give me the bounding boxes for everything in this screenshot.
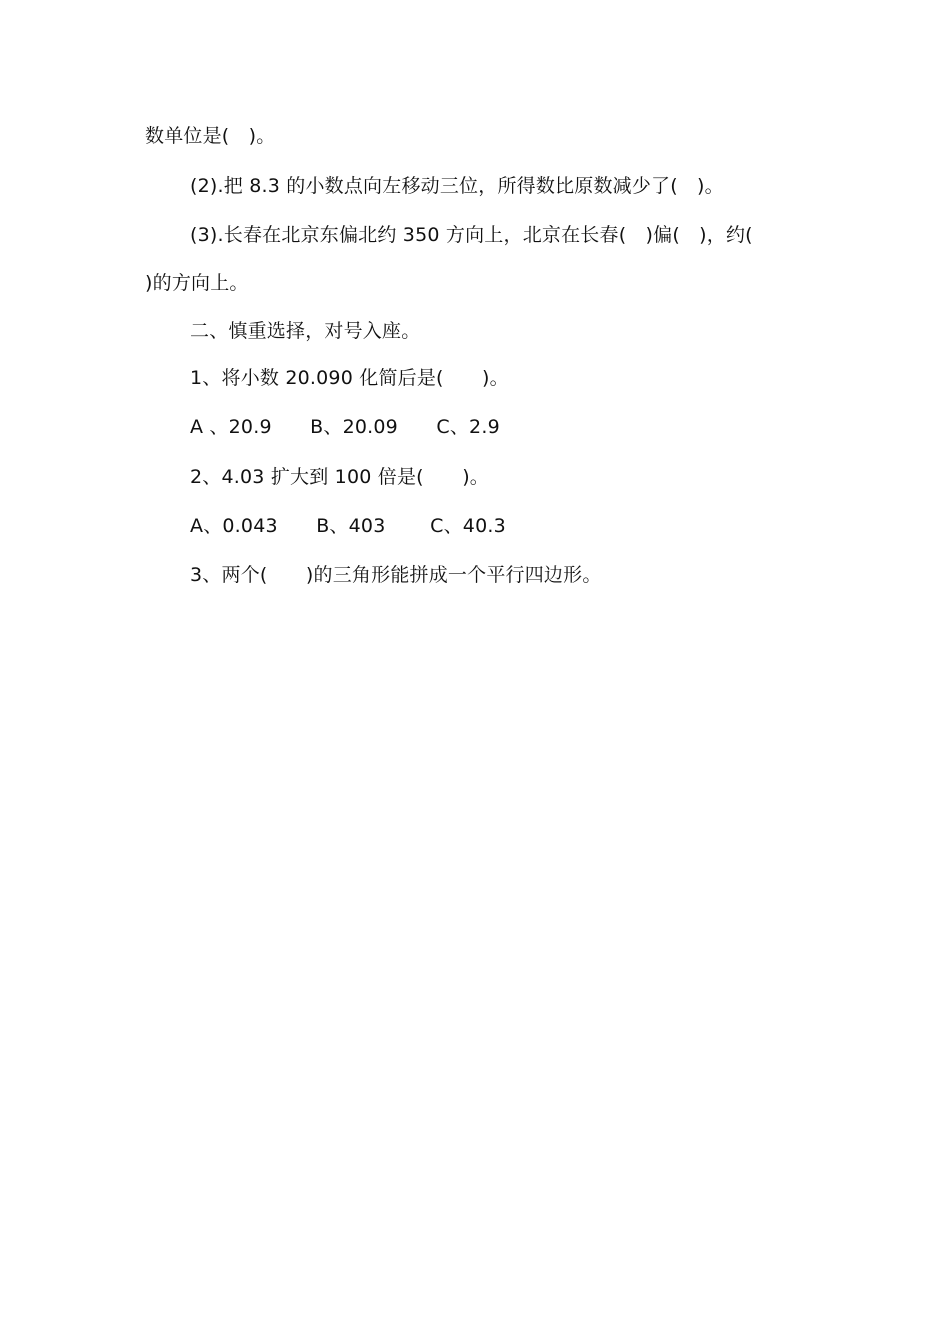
question-2-decimal-move: (2).把 8.3 的小数点向左移动三位，所得数比原数减少了( )。 — [190, 175, 724, 197]
choice-question-2-options: A、0.043 B、403 C、40.3 — [190, 515, 506, 537]
choice-question-2: 2、4.03 扩大到 100 倍是( )。 — [190, 466, 490, 488]
choice-question-1-options: A 、20.9 B、20.09 C、2.9 — [190, 416, 500, 438]
question-3-direction-continued: )的方向上。 — [145, 272, 249, 294]
section-heading-choice: 二、慎重选择，对号入座。 — [190, 320, 421, 342]
choice-question-1: 1、将小数 20.090 化简后是( )。 — [190, 367, 509, 389]
choice-question-3: 3、两个( )的三角形能拼成一个平行四边形。 — [190, 564, 602, 586]
question-3-direction: (3).长春在北京东偏北约 350 方向上，北京在长春( )偏( )，约( — [190, 224, 753, 246]
text-line-unit-fragment: 数单位是( )。 — [145, 125, 276, 147]
